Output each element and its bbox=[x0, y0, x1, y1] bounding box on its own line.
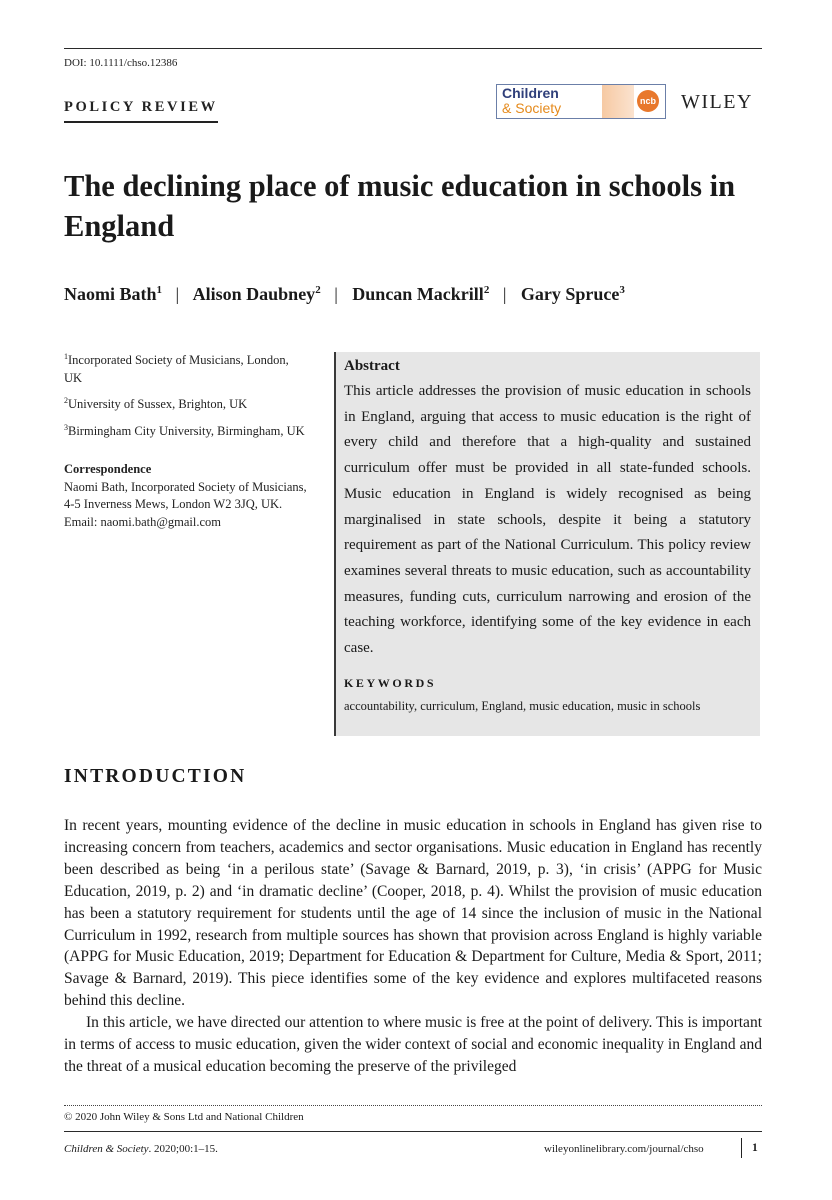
header-rule bbox=[64, 48, 762, 49]
journal-volume-info: . 2020;00:1–15. bbox=[148, 1143, 218, 1155]
ncb-badge-icon: ncb bbox=[637, 90, 659, 112]
logo-text-line2: & Society bbox=[502, 100, 562, 116]
affiliation bbox=[64, 392, 309, 414]
abstract-text: This article addresses the provision of music education in schools in England, arguing that access to music education is the right of every child and therefore that a high-quality and sustained curriculum offer must be provided in all state-funded schools. Music education in England is widely recognised as being marginalised in state schools, despite it being a statutory requirement as part of the National Curriculum. This policy review examines several threats to music education, such as accountability measures, funding cuts, curriculum narrowing and erosion of the teaching workforce, identifying some of the key evidence in each case. bbox=[344, 383, 751, 657]
author-affiliation-marker: 2 bbox=[483, 284, 490, 296]
correspondence-heading: Correspondence bbox=[64, 462, 152, 477]
abstract-heading: Abstract bbox=[344, 358, 400, 374]
footnote-divider bbox=[64, 1105, 762, 1106]
affiliation-number: 2 bbox=[64, 396, 68, 406]
author-affiliation-marker: 2 bbox=[315, 284, 321, 296]
body-paragraph: In recent years, mounting evidence of the decline in music education in schools in England has given rise to increasing concern from teachers, academics and sector organisations. Music education in England has recently been described as being ‘in a perilous state’ (Savage & Barnard, 2019, p. 3), ‘in crisis’ (APPG for Music Education, 2019, p. 2) and ‘in dramatic decline’ (Cooper, 2018, p. 4). Whilst the provision of music education has been a statutory requirement for students until the age of 14 since the inclusion of music in the National Curriculum in 1992, research from multiple sources has shown that provision across England is highly variable (APPG for Music Education, 2019; Department for Education & Department for Culture, Media & Sport, 2011; Savage & Barnard, 2019). This piece identifies some of the key evidence and explores multifaceted reasons behind this decline. bbox=[64, 817, 762, 1010]
author-list bbox=[64, 284, 625, 305]
affiliation-number: 1 bbox=[64, 352, 68, 361]
affiliation bbox=[64, 419, 309, 441]
author-affiliation-marker: 1 bbox=[156, 284, 163, 296]
logo-text-line1: Children bbox=[502, 85, 559, 101]
author-name: Duncan Mackrill bbox=[352, 284, 484, 304]
affiliation-text: University of Sussex, Brighton, UK bbox=[68, 397, 248, 412]
correspondence-address: Naomi Bath, Incorporated Society of Musicians, 4-5 Inverness Mews, London W2 3JQ, UK. bbox=[64, 479, 307, 512]
page-number: 1 bbox=[752, 1142, 758, 1154]
keywords-heading: KEYWORDS bbox=[344, 675, 437, 690]
journal-url[interactable]: wileyonlinelibrary.com/journal/chso bbox=[544, 1143, 704, 1155]
keywords-list: accountability, curriculum, England, music education, music in schools bbox=[344, 698, 701, 713]
publisher-logo: WILEY bbox=[681, 91, 753, 113]
author-name: Alison Daubney bbox=[192, 284, 316, 304]
affiliation-text: Incorporated Society of Musicians, London, UK bbox=[64, 353, 289, 385]
article-title: The declining place of music education in schools in England bbox=[64, 169, 736, 243]
author-name: Gary Spruce bbox=[520, 284, 620, 304]
abstract-box bbox=[334, 352, 760, 736]
footer-rule bbox=[64, 1131, 762, 1132]
affiliation-number: 3 bbox=[64, 422, 68, 432]
author-separator: | bbox=[334, 284, 338, 304]
page-number-divider bbox=[741, 1138, 742, 1158]
section-label: POLICY REVIEW bbox=[64, 99, 218, 123]
logo-stripe bbox=[602, 85, 634, 118]
body-paragraph: In this article, we have directed our attention to where music is free at the point of delivery. This is important in terms of access to music education, given the wider context of social and economic inequality in England and the threat of a musical education becoming the preserve of the privileged bbox=[64, 1014, 762, 1075]
author-separator: | bbox=[502, 284, 507, 304]
doi: DOI: 10.1111/chso.12386 bbox=[64, 57, 178, 69]
author-separator: | bbox=[175, 284, 180, 304]
journal-name: Children & Society bbox=[64, 1143, 149, 1155]
correspondence-email: Email: naomi.bath@gmail.com bbox=[64, 514, 221, 529]
journal-logo bbox=[496, 84, 666, 119]
author-name: Naomi Bath bbox=[64, 284, 157, 304]
affiliation-text: Birmingham City University, Birmingham, UK bbox=[68, 423, 305, 438]
author-affiliation-marker: 3 bbox=[619, 284, 625, 296]
copyright-notice: © 2020 John Wiley & Sons Ltd and National Children bbox=[64, 1111, 304, 1123]
affiliations-column bbox=[64, 348, 309, 531]
section-heading-introduction: INTRODUCTION bbox=[64, 766, 247, 787]
body-text bbox=[64, 815, 762, 1078]
affiliation bbox=[64, 348, 309, 387]
journal-citation bbox=[64, 1143, 218, 1155]
